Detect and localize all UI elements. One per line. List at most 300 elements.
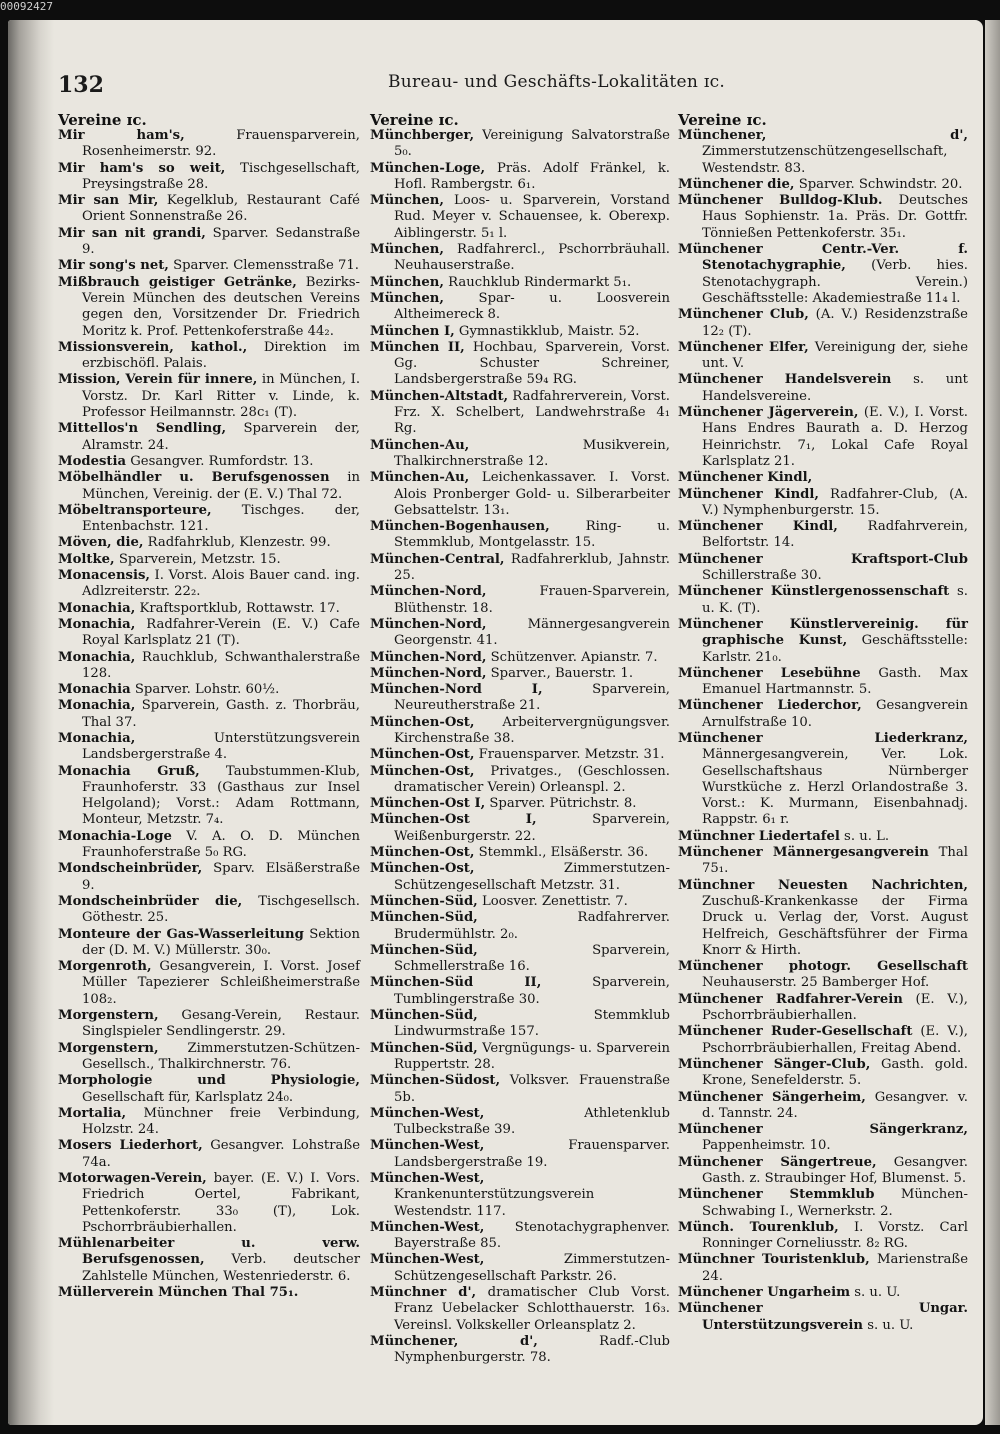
entry-name: Münchener Kindl,: [678, 470, 813, 486]
entry-name: Mißbrauch geistiger Getränke,: [58, 274, 297, 290]
entry-name: München-Süd II,: [370, 975, 542, 991]
entry-details: I. Vorst. Alois Bauer cand. ing. Adlzreiterstr. 22₂.: [82, 568, 360, 600]
entry-details: Arbeitervergnügungsver. Kirchenstraße 38.: [394, 714, 670, 746]
directory-entry: [370, 845, 670, 861]
directory-entry: [678, 242, 968, 307]
entry-name: Müllerverein München Thal 75₁.: [58, 1285, 299, 1301]
entry-details: Musikverein, Thalkirchnerstraße 12.: [394, 437, 670, 469]
directory-entry: [678, 470, 968, 486]
directory-entry: [370, 519, 670, 552]
entry-name: Mission, Verein für innere,: [58, 372, 258, 388]
directory-entry: [58, 764, 360, 829]
entry-details: (E. V.), Pschorrbräubierhallen.: [702, 991, 969, 1024]
directory-entry: [678, 698, 968, 731]
entry-details: Thal 75₁.: [702, 845, 968, 877]
section-heading: Vereine ɪc.: [678, 111, 767, 129]
entry-name: München II,: [370, 339, 465, 355]
entry-details: Radfahrerverein, Vorst. Frz. X. Schelbert, Landwehrstraße 4₁ Rg.: [394, 388, 670, 437]
entry-name: Münchener Handelsverein: [678, 372, 892, 388]
entry-details: Vereinigung der, siehe unt. V.: [702, 339, 968, 372]
entry-name: Monachia,: [58, 698, 136, 714]
entry-name: Münchener Ruder-Gesellschaft: [678, 1024, 913, 1040]
entry-name: München-Ost,: [370, 861, 475, 877]
entry-details: Pappenheimstr. 10.: [702, 1138, 831, 1154]
entry-name: München I,: [370, 323, 455, 339]
entry-name: Missionsverein, kathol.,: [58, 339, 248, 355]
entry-name: München-Nord,: [370, 584, 487, 600]
entry-details: Krankenunterstützungsverein Westendstr. 117.: [394, 1187, 595, 1219]
directory-entry: [58, 1236, 360, 1285]
entry-details: Gesangver. v. d. Tannstr. 24.: [702, 1089, 968, 1121]
entry-details: Rauchklub, Schwanthalerstraße 128.: [82, 649, 360, 681]
entry-details: Leichenkassaver. I. Vorst. Alois Pronberger Gold- u. Silberarbeiter Gebsattelstr. 13₁.: [394, 470, 670, 518]
entry-details: Zimmerstutzenschützengesellschaft, Westendstr. 83.: [702, 144, 948, 176]
entry-details: Loosver. Zenettistr. 7.: [477, 893, 628, 909]
directory-entry: [58, 650, 360, 683]
entry-name: München-West,: [370, 1252, 485, 1268]
entry-details: V. A. O. D. München Fraunhoferstraße 5₀ RG.: [82, 828, 360, 861]
entry-name: München-Altstadt,: [370, 388, 509, 404]
directory-entry: [58, 601, 360, 617]
directory-entry: [678, 1220, 968, 1253]
entry-name: Möbelhändler u. Berufsgenossen: [58, 470, 330, 486]
directory-entry: [678, 487, 968, 520]
entry-details: Sparverein, Tumblingerstraße 30.: [394, 975, 670, 1007]
section-heading: Vereine ɪc.: [58, 111, 147, 129]
directory-entry: [678, 372, 968, 405]
entry-name: Monachia,: [58, 649, 136, 665]
entry-details: (Verb. hies. Stenotachygraph. Verein.) Geschäftsstelle: Akademiestraße 11₄ l.: [702, 258, 968, 306]
entry-name: Münchener Jägerverein,: [678, 405, 859, 421]
directory-entry: [58, 454, 360, 470]
entry-name: München-Nord,: [370, 665, 487, 681]
directory-entry: [370, 340, 670, 389]
entry-details: Gymnastikklub, Maistr. 52.: [454, 323, 640, 339]
entry-details: Sparverein, Metzstr. 15.: [114, 551, 281, 567]
entry-name: Monachia: [58, 682, 131, 698]
column-1: [58, 112, 360, 1301]
directory-entry: [58, 421, 360, 454]
directory-entry: [58, 731, 360, 764]
entry-name: Münchener Künstlergenossenschaft: [678, 584, 950, 600]
entry-name: München-Süd,: [370, 1008, 478, 1024]
entry-details: Loos- u. Sparverein, Vorstand Rud. Meyer v. Schauensee, k. Oberexp. Aiblingerstr. 5₁ l.: [394, 193, 670, 241]
directory-entry: [58, 1008, 360, 1041]
entry-name: Münchner d',: [370, 1285, 477, 1301]
entry-name: Mir ham's,: [58, 128, 185, 143]
directory-entry: [678, 519, 968, 552]
directory-entry: [678, 584, 968, 617]
entry-name: Münchener Centr.-Ver. f. Stenotachygraphie,: [678, 242, 968, 274]
page-gutter: [8, 20, 54, 1425]
entry-name: München-Central,: [370, 551, 505, 567]
directory-entry: [370, 812, 670, 845]
entry-details: Radfahrerklub, Jahnstr. 25.: [394, 551, 670, 584]
entry-details: Radfahrerver. Brudermühlstr. 2₀.: [394, 910, 670, 942]
directory-entry: [678, 552, 968, 585]
entry-name: München-Nord I,: [370, 682, 543, 698]
entry-details: Zimmerstutzen-Schützengesellschaft Parkstr. 26.: [394, 1252, 670, 1284]
entry-details: Athletenklub Tulbeckstraße 39.: [394, 1105, 670, 1138]
entry-details: s. u. U.: [850, 1285, 901, 1301]
directory-entry: [58, 861, 360, 894]
entry-details: Marienstraße 24.: [702, 1252, 968, 1284]
running-title: Bureau- und Geschäfts-Lokalitäten ɪc.: [388, 72, 726, 92]
entry-details: Stemmkl., Elsäßerstr. 36.: [474, 845, 649, 861]
scan-id: 00092427: [0, 0, 53, 13]
directory-entry: [370, 910, 670, 943]
entry-name: Monteure der Gas-Wasserleitung: [58, 926, 304, 942]
entry-name: Moltke,: [58, 551, 115, 567]
entry-details: Kraftsportklub, Rottawstr. 17.: [135, 600, 340, 616]
directory-entry: [370, 552, 670, 585]
entry-name: München-Ost,: [370, 747, 475, 763]
entry-name: Monacensis,: [58, 568, 150, 584]
entry-details: s. unt Handelsvereine.: [702, 372, 968, 404]
entry-name: Mir ham's so weit,: [58, 160, 226, 176]
entry-details: Sparver., Bauerstr. 1.: [486, 665, 634, 681]
entry-name: Münchener Sängerheim,: [678, 1089, 866, 1105]
directory-entry: [678, 845, 968, 878]
entry-name: Mosers Liederhort,: [58, 1138, 203, 1154]
directory-entry: [58, 340, 360, 373]
entry-details: Radf.-Club Nymphenburgerstr. 78.: [394, 1333, 670, 1366]
entry-details: Sparver. Clemensstraße 71.: [168, 258, 359, 274]
entry-name: Münchener Radfahrer-Verein: [678, 991, 903, 1007]
entry-name: Monachia,: [58, 600, 136, 616]
page-number: 132: [58, 72, 104, 98]
directory-entry: [58, 161, 360, 194]
entry-name: Münchener photogr. Gesellschaft: [678, 959, 968, 975]
entry-details: Kegelklub, Restaurant Café Orient Sonnenstraße 26.: [82, 193, 360, 225]
directory-entry: [678, 1155, 968, 1188]
directory-entry: [678, 617, 968, 666]
entry-name: München-Bogenhausen,: [370, 519, 550, 535]
entry-details: Radfahrklub, Klenzestr. 99.: [143, 535, 331, 551]
entry-details: Direktion im erzbischöfl. Palais.: [82, 339, 360, 372]
directory-entry: [370, 1138, 670, 1171]
entry-name: Monachia-Loge: [58, 828, 172, 844]
entry-details: Vereinigung Salvatorstraße 5₀.: [394, 128, 670, 160]
entry-name: Münchener Ungarheim: [678, 1285, 851, 1301]
directory-entry: [370, 470, 670, 519]
entry-details: Gesellschaft für, Karlsplatz 24₀.: [82, 1089, 294, 1105]
entry-details: Radfahrer-Verein (E. V.) Cafe Royal Karlsplatz 21 (T).: [82, 616, 360, 649]
entry-name: München-Nord,: [370, 616, 487, 632]
entry-name: Münchener Künstlervereinig. für graphische Kunst,: [678, 616, 968, 649]
directory-entry: [58, 1106, 360, 1139]
entry-details: Münchner freie Verbindung, Holzstr. 24.: [82, 1105, 360, 1138]
entry-name: Mir san nit grandi,: [58, 225, 206, 241]
entry-details: Gesang-Verein, Restaur. Singlspieler Sendlingerstr. 29.: [82, 1008, 360, 1040]
directory-entry: [58, 927, 360, 960]
entry-name: Münchener Kindl,: [678, 519, 838, 535]
entry-name: Münchener Liederkranz,: [678, 730, 968, 746]
entry-details: Rauchklub Rindermarkt 5₁.: [443, 274, 632, 290]
entry-details: s. u. L.: [839, 828, 890, 844]
entry-details: Tischgesellschaft, Preysingstraße 28.: [82, 160, 360, 192]
directory-entry: [678, 731, 968, 829]
entry-name: Münchener Club,: [678, 307, 809, 323]
entry-name: Münchener Elfer,: [678, 339, 809, 355]
entry-name: Möven, die,: [58, 535, 144, 551]
entry-details: Frauensparver. Landsbergerstraße 19.: [394, 1138, 670, 1170]
column-2: [370, 112, 670, 1367]
entry-name: München-Au,: [370, 437, 470, 453]
entry-name: München-Au,: [370, 470, 470, 486]
directory-entry: [678, 1024, 968, 1057]
directory-entry: [370, 1008, 670, 1041]
entry-name: München,: [370, 290, 444, 306]
directory-entry: [370, 861, 670, 894]
directory-entry: [58, 470, 360, 503]
entry-details: Radfahrverein, Belfortstr. 14.: [702, 519, 968, 551]
entry-details: Gesangverein Arnulfstraße 10.: [702, 698, 968, 730]
entry-details: (E. V.), I. Vorst. Hans Endres Baurath a. D. Herzog Heinrichstr. 7₁, Lokal Cafe Royal Karlsplatz 21.: [702, 405, 968, 469]
entry-details: Sparv. Elsäßerstraße 9.: [82, 861, 360, 893]
entry-name: München-West,: [370, 1171, 485, 1186]
directory-entry: [678, 177, 968, 193]
directory-entry: [370, 1073, 670, 1106]
directory-entry: [58, 1285, 360, 1301]
entry-details: Verb. deutscher Zahlstelle München, Westenriederstr. 6.: [82, 1252, 360, 1284]
entry-details: Sparver. Pütrichstr. 8.: [485, 796, 637, 812]
directory-entry: [370, 291, 670, 324]
directory-entry: [58, 959, 360, 1008]
entry-name: Münchener Sänger-Club,: [678, 1056, 871, 1072]
entry-name: Morgenstern,: [58, 1008, 159, 1024]
directory-entry: [370, 747, 670, 763]
entry-details: Sparverein, Neureutherstraße 21.: [394, 682, 670, 714]
entry-details: s. u. U.: [863, 1317, 914, 1333]
entry-name: München-Ost,: [370, 714, 475, 730]
entry-details: Privatges., (Geschlossen. dramatischer Verein) Orleanspl. 2.: [394, 763, 670, 795]
entry-name: München,: [370, 274, 444, 290]
entry-details: Ring- u. Stemmklub, Montgelasstr. 15.: [394, 519, 670, 551]
entry-details: Neuhauserstr. 25 Bamberger Hof.: [702, 975, 930, 991]
directory-entry: [678, 340, 968, 373]
entry-details: Unterstützungsverein Landsbergerstraße 4.: [82, 730, 360, 763]
entry-details: Radfahrercl., Pschorrbräuhall. Neuhauserstraße.: [394, 242, 670, 274]
entry-details: Spar- u. Loosverein Altheimereck 8.: [394, 290, 670, 323]
directory-entry: [370, 584, 670, 617]
entry-details: Geschäftsstelle: Karlstr. 21₀.: [702, 633, 968, 665]
entry-name: Münchener Sängerkranz,: [678, 1122, 968, 1138]
entry-details: in München, I. Vorstz. Dr. Karl Ritter v. Linde, k. Professor Heilmannstr. 28c₁ (T).: [82, 372, 361, 421]
directory-entry: [370, 1041, 670, 1074]
directory-entry: [678, 307, 968, 340]
entry-details: Tischgesellsch. Göthestr. 25.: [82, 893, 360, 926]
directory-entry: [58, 568, 360, 601]
entry-details: Volksver. Frauenstraße 5b.: [394, 1073, 670, 1105]
entry-details: Radfahrer-Club, (A. V.) Nymphenburgerstr. 15.: [702, 486, 968, 518]
directory-entry: [370, 666, 670, 682]
entry-name: Münchener Männergesangverein: [678, 845, 929, 861]
entry-details: Gesangver. Lohstraße 74a.: [82, 1138, 361, 1170]
entry-name: Münchener Stemmklub: [678, 1187, 875, 1203]
directory-entry: [58, 503, 360, 536]
entry-name: Münchener die,: [678, 176, 795, 192]
entry-details: Sparverein, Weißenburgerstr. 22.: [394, 812, 670, 844]
directory-entry: [678, 959, 968, 992]
entry-name: Münchner Liedertafel: [678, 828, 840, 844]
directory-entry: [678, 1252, 968, 1285]
directory-entry: [370, 894, 670, 910]
directory-entry: [370, 275, 670, 291]
entry-details: Sparver. Lohstr. 60½.: [130, 682, 280, 698]
entry-name: Münchener Bulldog-Klub.: [678, 193, 883, 209]
entry-details: Frauensparver. Metzstr. 31.: [474, 747, 665, 763]
directory-entry: [58, 698, 360, 731]
entry-name: Mühlenarbeiter u. verw. Berufsgenossen,: [58, 1236, 360, 1268]
directory-entry: [678, 1187, 968, 1220]
directory-entry: [370, 617, 670, 650]
directory-entry: [370, 389, 670, 438]
entry-name: Morgenstern,: [58, 1040, 159, 1056]
entry-details: Sparverein, Gasth. z. Thorbräu, Thal 37.: [82, 698, 360, 730]
directory-entry: [58, 372, 360, 421]
entry-name: Münchner Neuesten Nachrichten,: [678, 877, 968, 893]
directory-entry: [58, 682, 360, 698]
directory-entry: [370, 1252, 670, 1285]
directory-entry: [370, 1106, 670, 1139]
entry-name: Münchener, d',: [370, 1333, 538, 1349]
directory-entry: [370, 764, 670, 797]
entry-details: (E. V.), Pschorrbräubierhallen, Freitag Abend.: [702, 1024, 969, 1056]
entry-details: bayer. (E. V.) I. Vors. Friedrich Oertel, Fabrikant, Pettenkoferstr. 33₀ (T), Lok. Pschorrbräubierhallen.: [82, 1171, 360, 1235]
section-heading: Vereine ɪc.: [370, 111, 459, 129]
directory-entry: [370, 1220, 670, 1253]
entry-details: Zuschuß-Krankenkasse der Firma Druck u. Verlag der, Vorst. August Helfreich, Geschäftsführer der Firma Knorr & Hirth.: [702, 893, 968, 958]
entry-name: Münchener Kindl,: [678, 486, 820, 502]
directory-entry: [370, 438, 670, 471]
entry-name: München-Süd,: [370, 910, 478, 926]
directory-entry: [678, 405, 968, 470]
entry-name: Möbeltransporteure,: [58, 502, 212, 518]
entry-name: Münchberger,: [370, 128, 475, 143]
entry-details: Gasth. Max Emanuel Hartmannstr. 5.: [702, 665, 968, 698]
entry-details: dramatischer Club Vorst. Franz Uebelacker Schlotthauerstr. 16₃. Vereinsl. Volkskeller Orleansplatz 2.: [394, 1285, 670, 1333]
entry-details: München-Schwabing I., Wernerkstr. 2.: [702, 1187, 968, 1219]
directory-entry: [370, 1334, 670, 1367]
entry-name: München,: [370, 242, 444, 258]
entry-name: München-Süd,: [370, 893, 478, 909]
entry-name: Münchener Liederchor,: [678, 698, 862, 714]
entry-details: Stenotachygraphenver. Bayerstraße 85.: [394, 1219, 670, 1252]
directory-entry: [370, 975, 670, 1008]
entry-details: Frauensparverein, Rosenheimerstr. 92.: [82, 128, 360, 160]
directory-entry: [58, 617, 360, 650]
entry-name: Münchener, d',: [678, 128, 968, 143]
entry-details: Sparverein der, Alramstr. 24.: [82, 421, 360, 453]
entry-details: Schillerstraße 30.: [702, 568, 822, 584]
directory-entry: [58, 226, 360, 259]
directory-entry: [370, 242, 670, 275]
directory-entry: [58, 1138, 360, 1171]
entry-details: Hochbau, Sparverein, Vorst. Gg. Schuster Schreiner, Landsbergerstraße 59₄ RG.: [394, 339, 670, 388]
entry-name: Modestia: [58, 453, 127, 469]
directory-entry: [58, 1171, 360, 1236]
entry-name: Münchener Ungar. Unterstützungsverein: [678, 1301, 968, 1333]
entry-name: Mittellos'n Sendling,: [58, 421, 227, 437]
directory-entry: [678, 128, 968, 177]
entry-name: Münchener Kraftsport-Club: [678, 551, 968, 567]
entry-name: Mortalia,: [58, 1105, 127, 1121]
entry-details: Bezirks-Verein München des deutschen Vereins gegen den, Vorsitzender Dr. Friedrich Moritz k. Prof. Pettenkoferstraße 44₂.: [82, 274, 360, 339]
entry-name: München-Ost,: [370, 845, 475, 861]
entry-details: Deutsches Haus Sophienstr. 1a. Präs. Dr. Gottfr. Tönnießen Pettenkoferstr. 35₁.: [702, 193, 968, 241]
entry-details: Zimmerstutzen-Schützen-Gesellsch., Thalkirchnerstr. 76.: [82, 1040, 360, 1072]
entry-name: Morgenroth,: [58, 959, 152, 975]
adjacent-page-edge: [985, 20, 1000, 1425]
entry-name: München-Süd,: [370, 942, 478, 958]
directory-entry: [58, 894, 360, 927]
entry-details: Männergesangverein, Ver. Lok. Gesellschaftshaus Nürnberger Wurstküche z. Herzl Orlandostraße 3. Vorst.: K. Murmann, Eisenbahnadj. Rappstr. 6₁ r.: [702, 747, 968, 828]
entry-details: Schützenver. Apianstr. 7.: [486, 649, 658, 665]
entry-name: Mir song's net,: [58, 258, 169, 274]
entry-name: München-West,: [370, 1105, 485, 1121]
entry-name: Monachia Gruß,: [58, 763, 200, 779]
directory-entry: [370, 682, 670, 715]
entry-details: Vergnügungs- u. Sparverein Ruppertstr. 28.: [394, 1040, 670, 1072]
entry-name: München-Loge,: [370, 160, 486, 176]
column-3: [678, 112, 968, 1334]
entry-details: in München, Vereinig. der (E. V.) Thal 72.: [82, 470, 360, 502]
entry-name: Motorwagen-Verein,: [58, 1171, 207, 1186]
directory-entry: [370, 193, 670, 242]
entry-details: Frauen-Sparverein, Blüthenstr. 18.: [394, 584, 670, 616]
directory-entry: [370, 1285, 670, 1334]
entry-details: Sparverein, Schmellerstraße 16.: [394, 942, 670, 975]
directory-entry: [58, 258, 360, 274]
directory-entry: [58, 193, 360, 226]
entry-name: Münchener Lesebühne: [678, 665, 861, 681]
entry-name: Morphologie und Physiologie,: [58, 1073, 360, 1089]
directory-entry: [370, 128, 670, 161]
entry-name: Mondscheinbrüder,: [58, 861, 203, 877]
entry-name: München-Südost,: [370, 1073, 501, 1089]
entry-details: Stemmklub Lindwurmstraße 157.: [394, 1008, 670, 1040]
entry-name: Münchener Sängertreue,: [678, 1154, 877, 1170]
directory-entry: [678, 1057, 968, 1090]
entry-name: München-Ost I,: [370, 812, 537, 828]
directory-entry: [678, 1090, 968, 1123]
directory-entry: [58, 128, 360, 161]
directory-entry: [370, 796, 670, 812]
entry-details: Präs. Adolf Fränkel, k. Hofl. Rambergstr. 6₁.: [394, 160, 670, 192]
directory-entry: [370, 324, 670, 340]
entry-name: München-Nord,: [370, 649, 487, 665]
entry-details: Zimmerstutzen-Schützengesellschaft Metzstr. 31.: [394, 861, 670, 893]
entry-name: München-Ost,: [370, 763, 475, 779]
directory-entry: [678, 1122, 968, 1155]
directory-entry: [58, 829, 360, 862]
entry-name: München,: [370, 193, 444, 209]
directory-entry: [678, 1285, 968, 1301]
entry-details: s. u. K. (T).: [702, 584, 968, 616]
directory-entry: [370, 1171, 670, 1220]
directory-entry: [58, 552, 360, 568]
entry-name: Mir san Mir,: [58, 193, 159, 209]
entry-details: Sektion der (D. M. V.) Müllerstr. 30₀.: [82, 926, 360, 958]
directory-entry: [678, 1301, 968, 1334]
entry-name: München-West,: [370, 1138, 485, 1154]
directory-entry: [58, 1073, 360, 1106]
entry-details: Tischges. der, Entenbachstr. 121.: [82, 502, 360, 535]
entry-name: Münch. Tourenklub,: [678, 1219, 839, 1235]
entry-details: Gesangver. Gasth. z. Straubinger Hof, Blumenst. 5.: [702, 1154, 968, 1186]
directory-entry: [370, 715, 670, 748]
